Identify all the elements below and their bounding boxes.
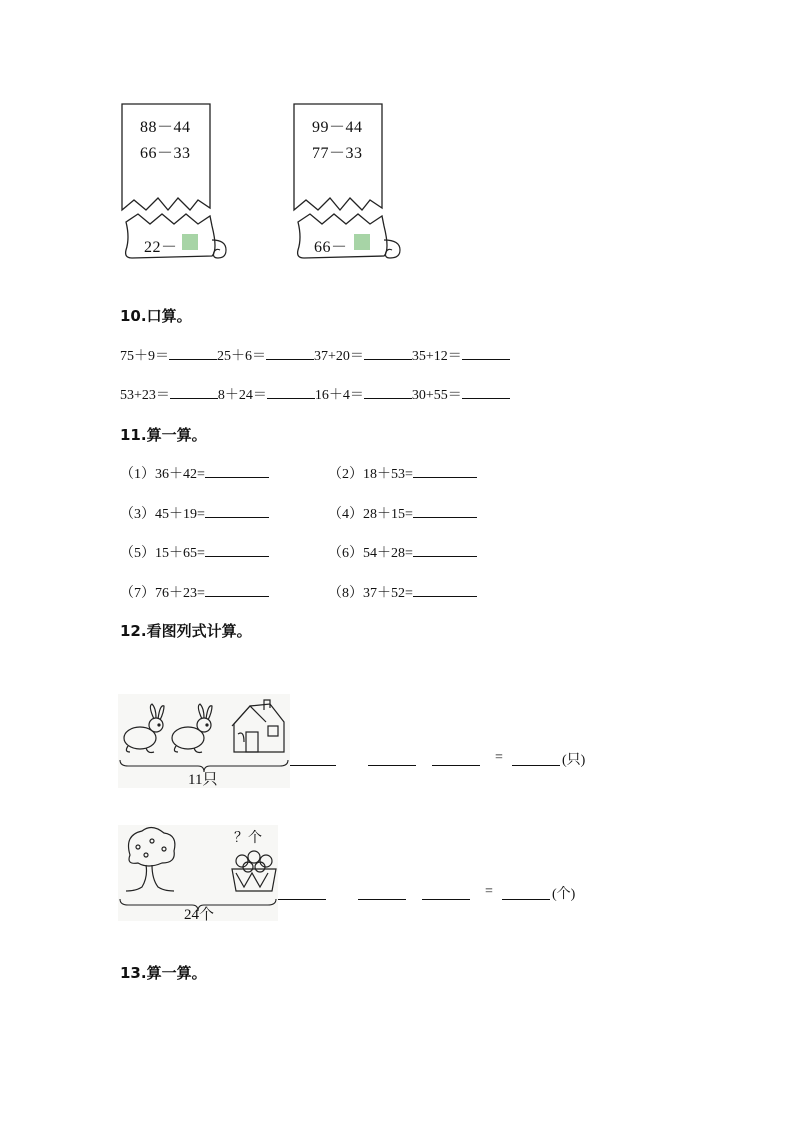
q10-title: 10.口算。 xyxy=(120,307,192,325)
scroll-bottom-expression: 22－ xyxy=(144,239,178,256)
answer-blank[interactable] xyxy=(462,397,510,399)
q13-title: 13.算一算。 xyxy=(120,964,207,982)
answer-blank[interactable] xyxy=(205,476,269,478)
q11-title: 11.算一算。 xyxy=(120,426,207,444)
q10-row-2 xyxy=(120,384,510,404)
q12-title: 12.看图列式计算。 xyxy=(120,622,252,640)
q10-row-1 xyxy=(120,345,510,365)
answer-blank[interactable] xyxy=(266,358,314,360)
q10-expr: 37+20＝ xyxy=(314,349,364,364)
answer-blank[interactable] xyxy=(267,397,315,399)
q11-item-8 xyxy=(328,582,477,602)
scroll-card-2 xyxy=(290,100,406,262)
scroll-line: 66－33 xyxy=(140,145,191,162)
answer-blank[interactable] xyxy=(290,765,336,766)
pic2-question-label: ？个 xyxy=(234,830,262,846)
answer-blank[interactable] xyxy=(170,397,218,399)
rabbits-picture xyxy=(118,694,290,788)
answer-blank[interactable] xyxy=(169,358,217,360)
scroll-line: 77－33 xyxy=(312,145,363,162)
scroll-line: 88－44 xyxy=(140,119,191,136)
answer-blank[interactable] xyxy=(205,516,269,518)
answer-blank[interactable] xyxy=(278,899,326,900)
pic1-unit: (只) xyxy=(562,753,586,768)
q11-item-6 xyxy=(328,542,477,562)
answer-blank[interactable] xyxy=(364,358,412,360)
q10-expr: 16＋4＝ xyxy=(314,388,364,403)
pic2-unit: (个) xyxy=(552,887,576,902)
answer-blank[interactable] xyxy=(368,765,416,766)
q11-expr: （4）28＋15= xyxy=(328,507,413,522)
answer-blank[interactable] xyxy=(205,595,269,597)
answer-blank[interactable] xyxy=(413,516,477,518)
equals-sign: = xyxy=(495,750,503,765)
answer-blank[interactable] xyxy=(502,899,550,900)
q11-expr: （5）15＋65= xyxy=(120,546,205,561)
q11-item-4 xyxy=(328,503,477,523)
q10-expr: 30+55＝ xyxy=(411,388,462,403)
q11-item-5 xyxy=(120,542,269,562)
q11-expr: （7）76＋23= xyxy=(120,586,205,601)
scroll-line: 99－44 xyxy=(312,119,363,136)
answer-blank[interactable] xyxy=(413,476,477,478)
equals-sign: = xyxy=(485,884,493,899)
pic1-total-label: 11只 xyxy=(188,772,218,788)
q11-item-3 xyxy=(120,503,269,523)
pic2-total-label: 24个 xyxy=(184,907,215,923)
answer-blank[interactable] xyxy=(413,595,477,597)
apples-picture xyxy=(118,825,278,921)
q11-expr: （6）54＋28= xyxy=(328,546,413,561)
q11-item-1 xyxy=(120,463,269,483)
green-box xyxy=(182,234,198,250)
answer-blank[interactable] xyxy=(462,358,510,360)
answer-blank[interactable] xyxy=(364,397,412,399)
scroll-card-1 xyxy=(118,100,230,262)
q10-expr: 75＋9＝ xyxy=(120,349,169,364)
q10-expr: 25＋6＝ xyxy=(217,349,266,364)
answer-blank[interactable] xyxy=(358,899,406,900)
answer-blank[interactable] xyxy=(413,555,477,557)
green-box xyxy=(354,234,370,250)
answer-blank[interactable] xyxy=(422,899,470,900)
q10-expr: 53+23＝ xyxy=(120,388,170,403)
q11-expr: （1）36＋42= xyxy=(120,467,205,482)
answer-blank[interactable] xyxy=(205,555,269,557)
answer-blank[interactable] xyxy=(512,765,560,766)
q10-expr: 35+12＝ xyxy=(411,349,462,364)
q11-item-2 xyxy=(328,463,477,483)
q11-expr: （2）18＋53= xyxy=(328,467,413,482)
answer-blank[interactable] xyxy=(432,765,480,766)
q10-expr: 8＋24＝ xyxy=(217,388,267,403)
q11-expr: （3）45＋19= xyxy=(120,507,205,522)
q11-expr: （8）37＋52= xyxy=(328,586,413,601)
q11-item-7 xyxy=(120,582,269,602)
scroll-bottom-expression: 66－ xyxy=(314,239,348,256)
